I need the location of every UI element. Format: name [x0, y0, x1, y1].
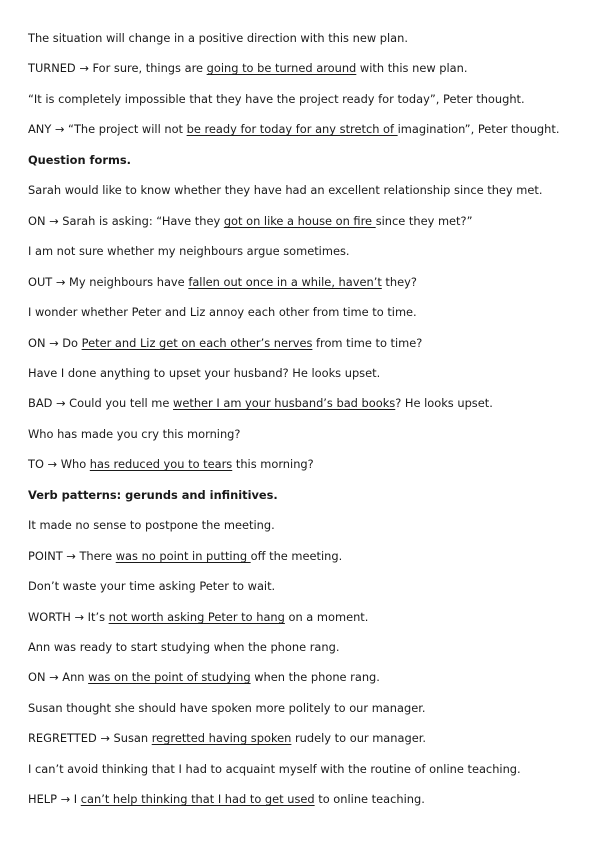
answer-prefix: TO → Who: [28, 457, 90, 471]
answer-underlined: fallen out once in a while, haven’t: [188, 275, 382, 289]
section-heading: Verb patterns: gerunds and infinitives.: [28, 488, 278, 502]
prompt-sentence: Susan thought she should have spoken more politely to our manager.: [28, 701, 426, 715]
answer-prefix: POINT → There: [28, 549, 116, 563]
prompt-sentence: I am not sure whether my neighbours argue sometimes.: [28, 244, 350, 258]
prompt-sentence: Ann was ready to start studying when the phone rang.: [28, 640, 340, 654]
answer-sentence: [28, 214, 580, 228]
answer-suffix: ? He looks upset.: [395, 396, 493, 410]
answer-suffix: rudely to our manager.: [291, 731, 426, 745]
answer-suffix: when the phone rang.: [250, 670, 380, 684]
answer-suffix: from time to time?: [312, 336, 423, 350]
section-heading: Question forms.: [28, 153, 131, 167]
prompt-sentence: Sarah would like to know whether they have had an excellent relationship since they met.: [28, 183, 543, 197]
answer-underlined: was no point in putting: [115, 549, 251, 563]
answer-sentence: [28, 457, 580, 471]
answer-underlined: wether I am your husband’s bad books: [173, 396, 396, 410]
answer-suffix: with this new plan.: [356, 61, 468, 75]
prompt-sentence: Who has made you cry this morning?: [28, 427, 241, 441]
answer-sentence: [28, 731, 580, 745]
answer-suffix: they?: [381, 275, 417, 289]
answer-prefix: ON → Sarah is asking: “Have they: [28, 214, 224, 228]
answer-underlined: has reduced you to tears: [89, 457, 233, 471]
answer-underlined: Peter and Liz get on each other’s nerves: [81, 336, 313, 350]
answer-underlined: was on the point of studying: [88, 670, 251, 684]
answer-sentence: [28, 792, 580, 806]
answer-suffix: to online teaching.: [314, 792, 425, 806]
prompt-sentence: It made no sense to postpone the meeting.: [28, 518, 275, 532]
answer-sentence: [28, 122, 580, 136]
prompt-sentence: I can’t avoid thinking that I had to acquaint myself with the routine of online teaching.: [28, 762, 521, 776]
answer-suffix: this morning?: [232, 457, 314, 471]
answer-suffix: since they met?”: [375, 214, 473, 228]
prompt-sentence: The situation will change in a positive direction with this new plan.: [28, 31, 408, 45]
answer-underlined: not worth asking Peter to hang: [108, 610, 285, 624]
answer-sentence: [28, 336, 580, 350]
answer-prefix: ON → Ann: [28, 670, 89, 684]
answer-sentence: [28, 670, 580, 684]
answer-underlined: regretted having spoken: [151, 731, 292, 745]
answer-suffix: imagination”, Peter thought.: [397, 122, 560, 136]
answer-underlined: got on like a house on fire: [223, 214, 376, 228]
answer-sentence: [28, 275, 580, 289]
answer-prefix: ANY → “The project will not: [28, 122, 187, 136]
answer-sentence: [28, 396, 580, 410]
prompt-sentence: Have I done anything to upset your husband? He looks upset.: [28, 366, 381, 380]
answer-prefix: TURNED → For sure, things are: [28, 61, 207, 75]
prompt-sentence: Don’t waste your time asking Peter to wait.: [28, 579, 276, 593]
answer-prefix: OUT → My neighbours have: [28, 275, 189, 289]
answer-sentence: [28, 549, 580, 563]
prompt-sentence: “It is completely impossible that they have the project ready for today”, Peter thought.: [28, 92, 525, 106]
answer-underlined: going to be turned around: [206, 61, 357, 75]
answer-suffix: off the meeting.: [250, 549, 343, 563]
answer-prefix: WORTH → It’s: [28, 610, 109, 624]
answer-prefix: REGRETTED → Susan: [28, 731, 152, 745]
answer-suffix: on a moment.: [284, 610, 369, 624]
answer-prefix: BAD → Could you tell me: [28, 396, 174, 410]
answer-sentence: [28, 61, 580, 75]
answer-prefix: HELP → I: [28, 792, 81, 806]
answer-prefix: ON → Do: [28, 336, 82, 350]
answer-underlined: be ready for today for any stretch of: [186, 122, 398, 136]
answer-underlined: can’t help thinking that I had to get used: [80, 792, 315, 806]
prompt-sentence: I wonder whether Peter and Liz annoy each other from time to time.: [28, 305, 417, 319]
answer-sentence: [28, 610, 580, 624]
